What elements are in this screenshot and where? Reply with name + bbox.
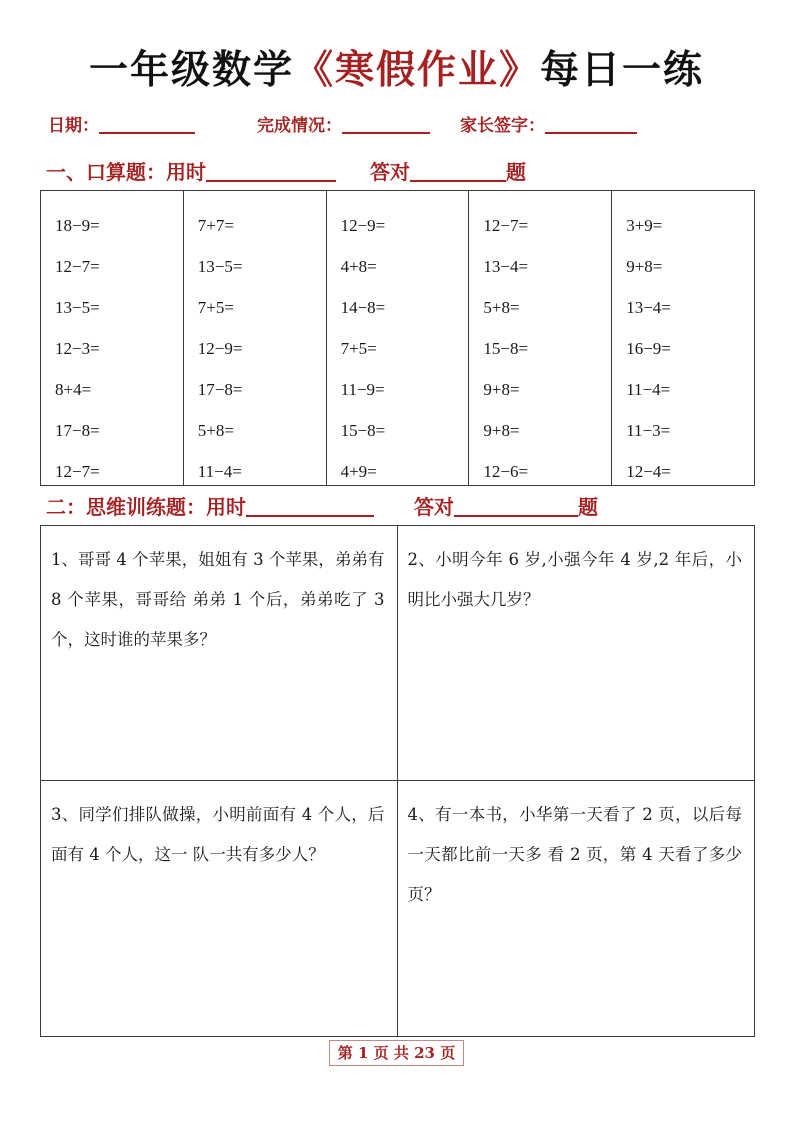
arithmetic-column <box>612 191 754 485</box>
completion-blank-field[interactable] <box>342 132 430 134</box>
section1-heading: 一、口算题： <box>46 160 166 184</box>
arithmetic-column <box>41 191 184 485</box>
section1-correct-label: 答对 <box>370 160 410 184</box>
signature-label: 家长签字： <box>460 116 545 136</box>
arithmetic-problem[interactable]: 18−9= <box>55 216 100 235</box>
arithmetic-problem[interactable]: 4+8= <box>340 257 377 276</box>
arithmetic-problem[interactable]: 12−7= <box>55 257 100 276</box>
oral-arithmetic-table <box>40 190 755 486</box>
arithmetic-column <box>184 191 327 485</box>
word-problem-text: 2、小明今年 6 岁,小强今年 4 岁,2 年后，小明比小强大几岁？ <box>407 550 742 609</box>
completion-label: 完成情况： <box>257 116 342 136</box>
arithmetic-problem[interactable]: 9+8= <box>626 257 663 276</box>
arithmetic-problem[interactable]: 3+9= <box>626 216 663 235</box>
title-suffix: 每日一练 <box>540 47 705 93</box>
arithmetic-problem[interactable]: 12−3= <box>55 339 100 358</box>
arithmetic-problem[interactable]: 12−4= <box>626 462 671 481</box>
arithmetic-problem[interactable]: 12−7= <box>55 462 100 481</box>
arithmetic-problem[interactable]: 13−4= <box>483 257 529 276</box>
arithmetic-problem[interactable]: 11−4= <box>197 462 242 481</box>
date-blank-field[interactable] <box>99 132 195 134</box>
word-problem-cell[interactable] <box>398 781 755 1036</box>
title-prefix: 一年级数学 <box>88 47 294 93</box>
section1-time-blank[interactable] <box>206 180 336 182</box>
section2-time-blank[interactable] <box>246 515 374 517</box>
section1-unit-label: 题 <box>506 160 526 184</box>
arithmetic-problem[interactable]: 12−7= <box>483 216 529 235</box>
arithmetic-problem[interactable]: 12−9= <box>197 339 243 358</box>
word-problem-cell[interactable] <box>398 526 755 781</box>
arithmetic-problem[interactable]: 13−5= <box>55 298 100 317</box>
arithmetic-problem[interactable]: 4+9= <box>340 462 377 481</box>
word-problem-text: 3、同学们排队做操，小明前面有 4 个人，后面有 4 个人，这一 队一共有多少人？ <box>51 805 385 864</box>
date-label: 日期： <box>48 116 99 136</box>
title-highlight: 《寒假作业》 <box>293 47 540 93</box>
arithmetic-problem[interactable]: 7+5= <box>340 339 377 358</box>
arithmetic-column <box>469 191 612 485</box>
section2-time-label: 用时 <box>206 495 246 519</box>
arithmetic-problem[interactable]: 13−4= <box>626 298 671 317</box>
arithmetic-column <box>327 191 470 485</box>
arithmetic-problem[interactable]: 12−6= <box>483 462 529 481</box>
arithmetic-problem[interactable]: 7+7= <box>197 216 234 235</box>
word-problem-text: 1、哥哥 4 个苹果，姐姐有 3 个苹果，弟弟有 8 个苹果，哥哥给 弟弟 1 个后，弟弟吃了 3 个，这时谁的苹果多？ <box>51 550 385 649</box>
arithmetic-problem[interactable]: 5+8= <box>197 421 234 440</box>
page-number-badge: 第 1 页 共 23 页 <box>329 1040 464 1066</box>
info-row <box>48 113 758 139</box>
arithmetic-problem[interactable]: 12−9= <box>340 216 386 235</box>
arithmetic-problem[interactable]: 17−8= <box>55 421 100 440</box>
arithmetic-problem[interactable]: 14−8= <box>340 298 386 317</box>
section1-time-label: 用时 <box>166 160 206 184</box>
page-title <box>0 44 793 96</box>
arithmetic-problem[interactable]: 15−8= <box>340 421 386 440</box>
arithmetic-problem[interactable]: 5+8= <box>483 298 520 317</box>
page-footer <box>0 1040 793 1066</box>
word-problem-cell[interactable] <box>41 526 398 781</box>
arithmetic-problem[interactable]: 16−9= <box>626 339 671 358</box>
arithmetic-problem[interactable]: 11−3= <box>626 421 671 440</box>
word-problem-table <box>40 525 755 1037</box>
arithmetic-problem[interactable]: 17−8= <box>197 380 243 399</box>
arithmetic-problem[interactable]: 8+4= <box>55 380 92 399</box>
arithmetic-problem[interactable]: 13−5= <box>197 257 243 276</box>
section1-correct-blank[interactable] <box>410 180 506 182</box>
section2-header <box>46 492 761 522</box>
signature-blank-field[interactable] <box>545 132 637 134</box>
arithmetic-problem[interactable]: 9+8= <box>483 380 520 399</box>
arithmetic-problem[interactable]: 11−4= <box>626 380 671 399</box>
section2-correct-label: 答对 <box>414 495 454 519</box>
section2-correct-blank[interactable] <box>454 515 578 517</box>
section1-header <box>46 157 761 187</box>
word-problem-cell[interactable] <box>41 781 398 1036</box>
word-problem-text: 4、有一本书，小华第一天看了 2 页，以后每一天都比前一天多 看 2 页，第 4 天看了多少页？ <box>407 805 742 904</box>
arithmetic-problem[interactable]: 11−9= <box>340 380 385 399</box>
section2-heading: 二：思维训练题： <box>46 495 206 519</box>
arithmetic-problem[interactable]: 15−8= <box>483 339 529 358</box>
section2-unit-label: 题 <box>578 495 598 519</box>
arithmetic-problem[interactable]: 7+5= <box>197 298 234 317</box>
arithmetic-problem[interactable]: 9+8= <box>483 421 520 440</box>
